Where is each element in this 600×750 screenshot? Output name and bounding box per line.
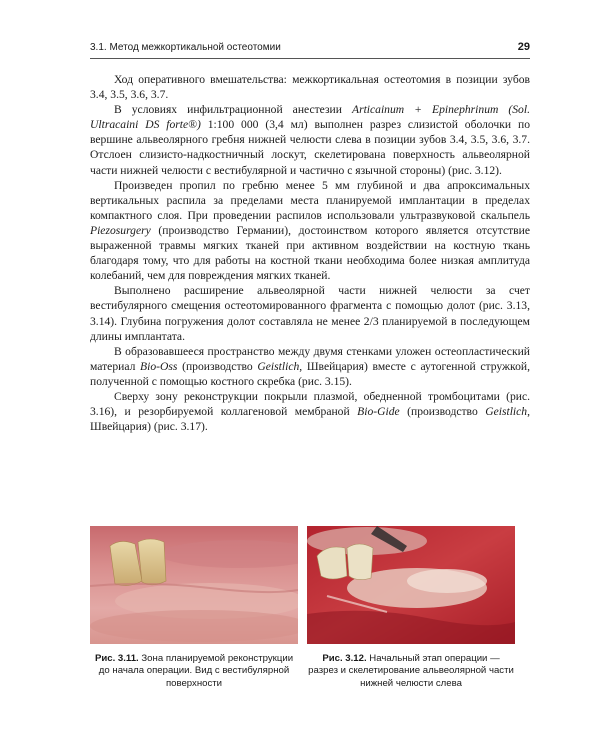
italic-term: Piezosurgery bbox=[90, 223, 151, 237]
italic-term: Articainum + Epinephrinum (Sol. Ultracaini DS forte®) bbox=[90, 103, 530, 132]
text-run: Произведен пропил по гребню менее 5 мм глубиной и два апроксимальных вертикальных распила за пределами места планируемой имплантации в пределах компактного слоя. При проведении распилов использовали ультразвуковой скальпель bbox=[90, 178, 530, 222]
italic-term: Geistlich bbox=[485, 405, 528, 419]
text-run: (производство Германии), достоинством которого является отсутствие выраженной травмы мягких тканей при активном воздействии на костную ткань благодаря тому, что для работы на костной ткани необходима более низкая амплитуда колебаний, чем для повреждения мягких тканей. bbox=[90, 223, 530, 283]
figure-3-11-caption bbox=[90, 653, 298, 690]
text-run: , Швейцария) вместе с аутогенной стружкой, полученной с помощью костного скребка (рис. 3.15). bbox=[90, 359, 530, 388]
text-run: Выполнено расширение альвеолярной части нижней челюсти за счет вестибулярного смещения остеотомированного фрагмента с помощью долот (рис. 3.13, 3.14). Глубина погружения долот составляла не менее 2/3 планируемой в последующем длины имплантата. bbox=[90, 284, 530, 343]
paragraph bbox=[90, 102, 530, 177]
figure-3-12 bbox=[307, 526, 515, 690]
text-run: (производство bbox=[399, 405, 486, 419]
paragraph bbox=[90, 72, 530, 102]
text-run: В условиях инфильтрационной анестезии bbox=[114, 103, 352, 117]
text-run: Ход оперативного вмешательства: межкортикальная остеотомия в позиции зубов 3.4, 3.5, 3.6, 3.7. bbox=[90, 73, 530, 102]
italic-term: Bio-Gide bbox=[357, 405, 400, 419]
running-title: 3.1. Метод межкортикальной остеотомии bbox=[90, 42, 281, 53]
figure-3-11 bbox=[90, 526, 298, 690]
figure-3-12-label: Рис. 3.12. bbox=[322, 653, 367, 664]
paragraph bbox=[90, 344, 530, 389]
photo-3-12 bbox=[307, 526, 515, 644]
figure-3-11-label: Рис. 3.11. bbox=[94, 653, 139, 664]
figure-3-11-text: Зона планируемой реконструкции до начала операции. Вид с вестибулярной поверхности bbox=[98, 653, 294, 689]
text-run: 1:100 000 (3,4 мл) выполнен разрез слизистой оболочки по вершине альвеолярного гребня нижней челюсти слева в позиции зубов 3.4, 3.5, 3.6, 3.7. Отслоен слизисто-надкостничный лоскут, скелетирована поверхность альвеолярной части нижней челюсти с вестибулярной и частично с язычной стороны) (рис. 3.12). bbox=[90, 118, 530, 177]
italic-term: Bio-Oss bbox=[140, 359, 178, 373]
paragraph bbox=[90, 283, 530, 343]
text-run: , Швейцария) (рис. 3.17). bbox=[90, 405, 530, 434]
text-run: В образовавшееся пространство между двумя стенками уложен остеопластический материал bbox=[90, 344, 530, 373]
paragraph bbox=[90, 178, 530, 284]
figure-3-12-text: Начальный этап операции — разрез и скелетирование альвеолярной части нижней челюсти слева bbox=[308, 653, 514, 689]
text-run: Сверху зону реконструкции покрыли плазмой, обедненной тромбоцитами (рис. 3.16), и резорбируемой коллагеновой мембраной bbox=[90, 389, 530, 419]
figure-3-12-caption bbox=[307, 653, 515, 690]
page-number: 29 bbox=[517, 41, 530, 53]
paragraph bbox=[90, 389, 530, 434]
text-run: (производство bbox=[177, 359, 258, 373]
italic-term: Geistlich bbox=[257, 359, 300, 373]
body-text bbox=[90, 72, 530, 434]
running-header bbox=[90, 40, 530, 59]
photo-3-11 bbox=[90, 526, 298, 644]
